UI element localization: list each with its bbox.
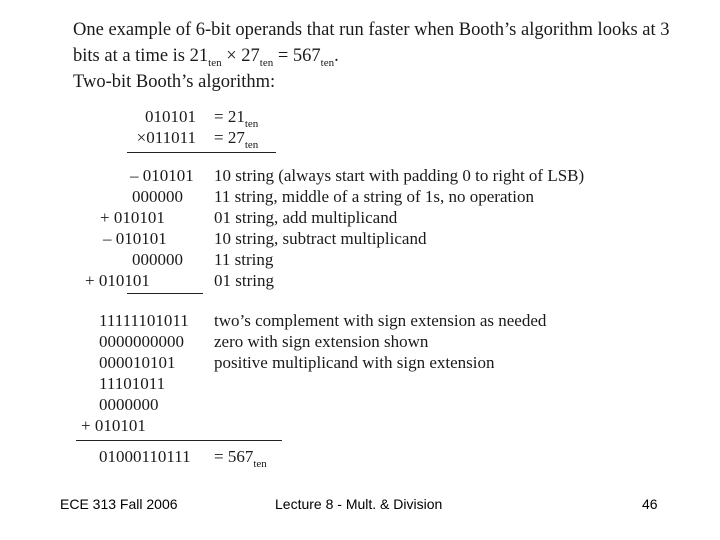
step-value: – 010101 <box>130 166 194 185</box>
intro-text: = 567 <box>273 46 321 66</box>
subscript: ten <box>253 458 267 470</box>
step-value: + 010101 <box>85 271 150 290</box>
partial-value: 0000000000 <box>99 332 184 351</box>
subscript: ten <box>244 118 259 130</box>
subscript: ten <box>208 57 222 69</box>
intro-line-2 <box>73 44 339 70</box>
intro-text: × 27 <box>221 46 260 66</box>
intro-line-1: One example of 6-bit operands that run faster when Booth’s algorithm looks at 3 <box>73 20 670 40</box>
step-value: + 010101 <box>100 208 165 227</box>
multiplier: ×011011 <box>136 128 196 147</box>
page-number: 46 <box>642 496 658 512</box>
step-value: 000000 <box>132 187 183 206</box>
subscript: ten <box>259 57 274 69</box>
intro-text: bits at a time is 21 <box>73 46 209 66</box>
footer-title: Lecture 8 - Mult. & Division <box>275 496 443 512</box>
step-note: 10 string, subtract multiplicand <box>214 229 427 248</box>
multiplicand: 010101 <box>145 107 196 126</box>
partial-value: + 010101 <box>81 416 146 435</box>
operand-rule <box>127 152 276 153</box>
step-note: 10 string (always start with padding 0 to right of LSB) <box>214 166 585 185</box>
partial-value: 000010101 <box>99 353 176 372</box>
step-note: 11 string, middle of a string of 1s, no operation <box>214 187 534 206</box>
subscript: ten <box>320 57 335 69</box>
step-value: – 010101 <box>103 229 167 248</box>
eq-text: = 27 <box>214 128 245 147</box>
result-eq <box>214 446 267 470</box>
partial-note: zero with sign extension shown <box>214 332 429 351</box>
partial-value: 11101011 <box>99 374 166 393</box>
sum-rule <box>76 440 282 441</box>
result-value: 01000110111 <box>99 447 191 466</box>
step-value: 000000 <box>132 250 183 269</box>
partial-note: positive multiplicand with sign extension <box>214 353 495 372</box>
subscript: ten <box>244 139 259 151</box>
section-heading: Two-bit Booth’s algorithm: <box>73 72 276 92</box>
partial-value: 0000000 <box>99 395 159 414</box>
eq-text: = 567 <box>214 447 254 466</box>
step-note: 01 string <box>214 271 274 290</box>
multiplier-eq <box>214 127 258 151</box>
steps-rule <box>127 293 203 294</box>
partial-note: two’s complement with sign extension as needed <box>214 311 547 330</box>
partial-value: 11111101011 <box>99 311 189 330</box>
eq-text: = 21 <box>214 107 245 126</box>
step-note: 01 string, add multiplicand <box>214 208 398 227</box>
step-note: 11 string <box>214 250 274 269</box>
footer-course: ECE 313 Fall 2006 <box>60 496 178 512</box>
intro-text: . <box>334 46 339 66</box>
